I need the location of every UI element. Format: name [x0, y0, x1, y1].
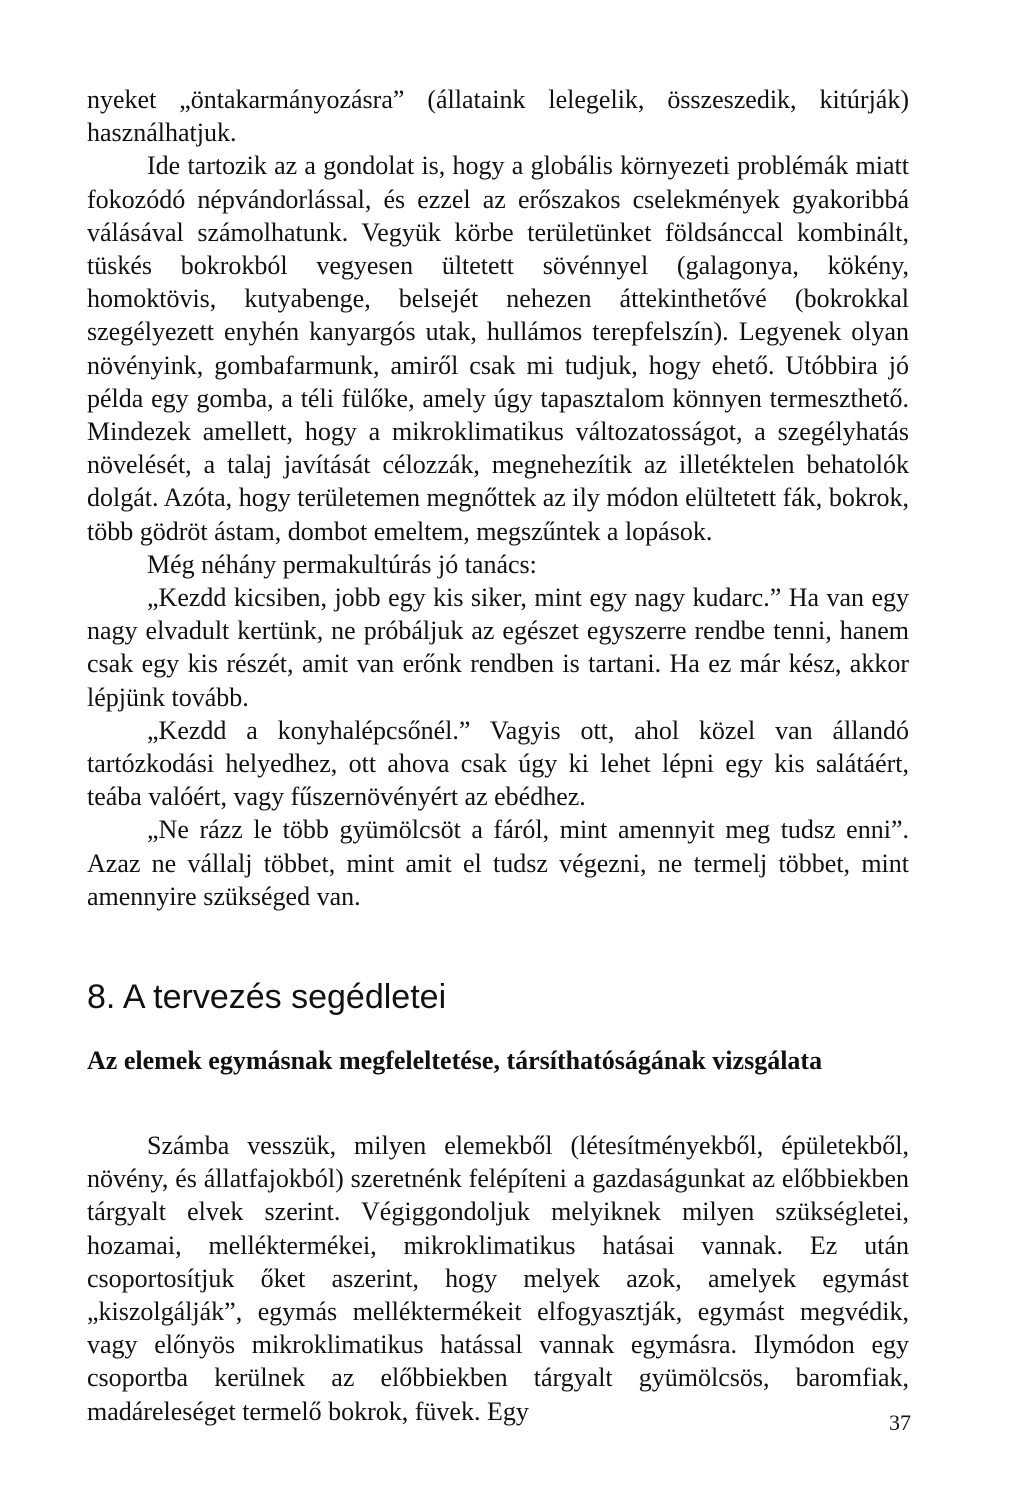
- page-number: 37: [889, 1410, 911, 1435]
- paragraph-elements: Számba vesszük, milyen elemekből (létesítményekből, épületekből, növény, és állatfajokból) szeretnénk felépíteni a gazdaságunkat az előbbiekben tárgyalt elvek szerint. Végiggondoljuk melyiknek milyen szükségletei, hozamai, melléktermékei, mikroklimatikus hatásai vannak. Ez után csoportosítjuk őket aszerint, hogy melyek azok, amelyek egymást „kiszolgálják”, egymás melléktermékeit elfogyasztják, egymást megvédik, vagy előnyös mikroklimatikus hatással vannak egymásra. Ilymódon egy csoportba kerülnek az előbbiekben tárgyalt gyümölcsös, baromfiak, madáreleséget termelő bokrok, füvek. Egy: [87, 1131, 909, 1426]
- paragraph-advice-small: „Kezdd kicsiben, jobb egy kis siker, mint egy nagy kudarc.” Ha van egy nagy elvadult kertünk, ne próbáljuk az egészet egyszerre rendbe tenni, hanem csak egy kis részét, amit van erőnk rendben is tartani. Ha ez már kész, akkor lépjünk tovább.: [87, 583, 909, 712]
- section-heading: 8. A tervezés segédletei: [87, 978, 447, 1016]
- body-text-top: [87, 83, 909, 913]
- section-subheading: Az elemek egymásnak megfeleltetése, társíthatóságának vizsgálata: [87, 1046, 823, 1075]
- paragraph-advice-fruit: „Ne rázz le több gyümölcsöt a fáról, mint amennyit meg tudsz enni”. Azaz ne vállalj többet, mint amit el tudsz végezni, ne termelj többet, mint amennyire szükséged van.: [87, 815, 909, 911]
- paragraph-migration: Ide tartozik az a gondolat is, hogy a globális környezeti problémák miatt fokozódó népvándorlással, és ezzel az erőszakos cselekmények gyakoribbá válásával számolhatunk. Vegyük körbe területünket földsánccal kombinált, tüskés bokrokból vegyesen ültetett sövénnyel (galagonya, kökény, homoktövis, kutyabenge, belsejét nehezen áttekinthetővé (bokrokkal szegélyezett enyhén kanyargós utak, hullámos terepfelszín). Legyenek olyan növényink, gombafarmunk, amiről csak mi tudjuk, hogy ehető. Utóbbira jó példa egy gomba, a téli fülőke, amely úgy tapasztalom könnyen termeszthető. Mindezek amellett, hogy a mikroklimatikus változatosságot, a szegélyhatás növelését, a talaj javítását célozzák, megnehezítik az illetéktelen behatolók dolgát. Azóta, hogy területemen megnőttek az ily módon elültetett fák, bokrok, több gödröt ástam, dombot emeltem, megszűntek a lopások.: [87, 151, 909, 546]
- paragraph-advice-kitchen: „Kezdd a konyhalépcsőnél.” Vagyis ott, ahol közel van állandó tartózkodási helyedhez, ott ahova csak úgy ki lehet lépni egy kis salátáért, teába valóért, vagy fűszernövényért az ebédhez.: [87, 715, 909, 812]
- paragraph-continuation: nyeket „öntakarmányozásra” (állataink lelegelik, összeszedik, kitúrják) használhatjuk.: [87, 85, 909, 148]
- body-text-bottom: [87, 1129, 909, 1428]
- paragraph-advice-intro: Még néhány permakultúrás jó tanács:: [147, 549, 537, 579]
